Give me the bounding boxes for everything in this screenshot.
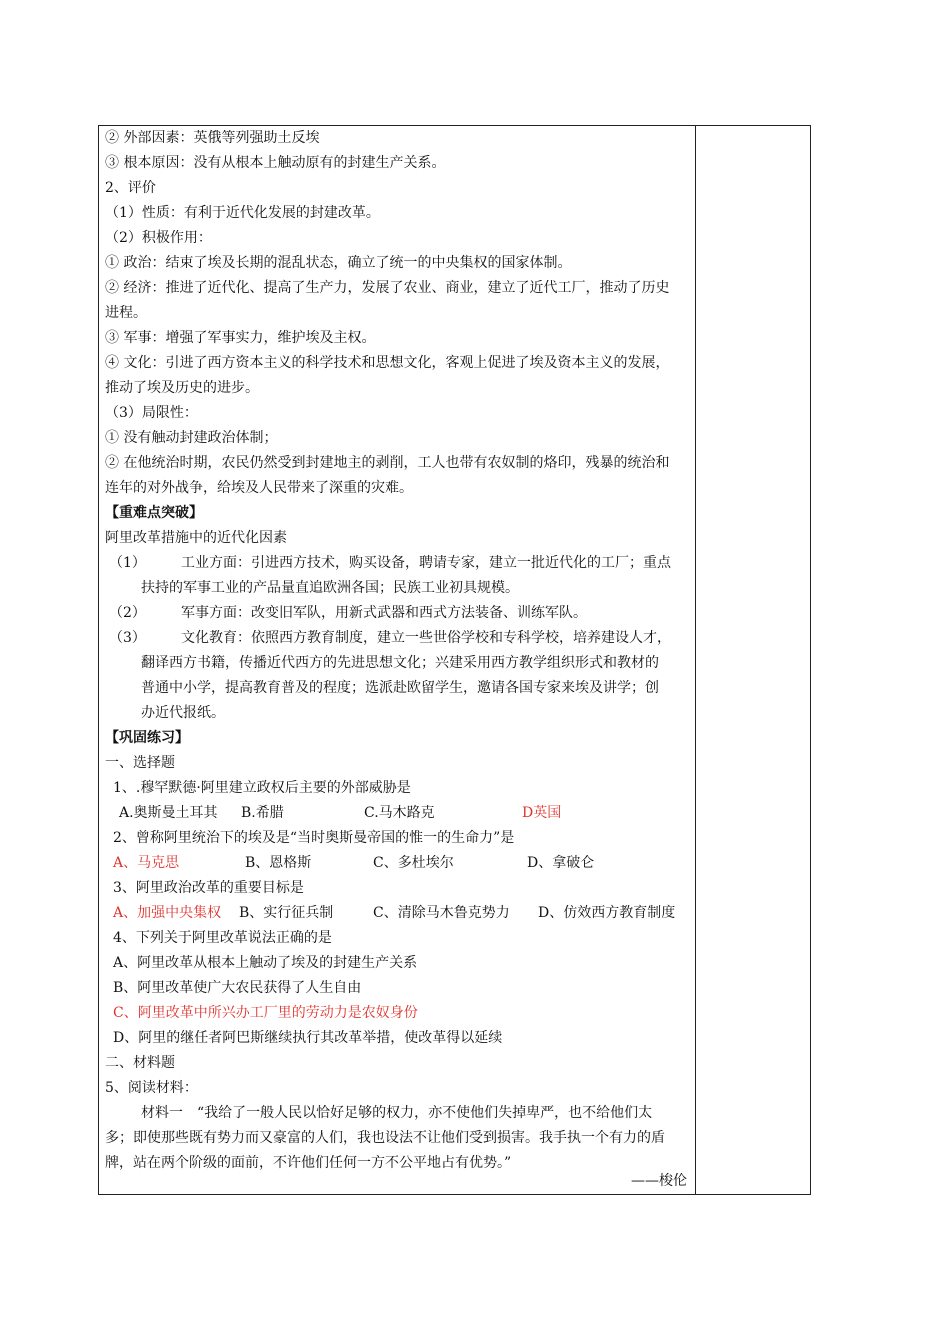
text-line: ② 经济：推进了近代化、提高了生产力，发展了农业、商业，建立了近代工厂，推动了历史 [105,280,670,296]
question: 1、.穆罕默德·阿里建立政权后主要的外部威胁是 [113,780,411,796]
material-text: 牌，站在两个阶级的面前，不许他们任何一方不公平地占有优势。” [105,1155,512,1171]
option: C、清除马木鲁克势力 [373,905,510,921]
text-line: 推动了埃及历史的进步。 [105,380,259,396]
text-line: ① 没有触动封建政治体制； [105,430,278,446]
attribution: ——梭伦 [631,1173,687,1189]
question: 2、曾称阿里统治下的埃及是“当时奥斯曼帝国的惟一的生命力”是 [113,830,515,846]
question: 3、阿里政治改革的重要目标是 [113,880,304,896]
option: D、阿里的继任者阿巴斯继续执行其改革举措，使改革得以延续 [113,1030,503,1046]
text-line: （1）性质：有利于近代化发展的封建改革。 [105,205,380,221]
subsection-heading: 二、材料题 [105,1055,175,1071]
answer-option: A、加强中央集权 [113,905,222,921]
question: 5、阅读材料： [105,1080,198,1096]
text-line: 阿里改革措施中的近代化因素 [105,530,287,546]
answer-option: A、马克思 [113,855,180,871]
text-line: ③ 根本原因：没有从根本上触动原有的封建生产关系。 [105,155,446,171]
factor-text: 普通中小学，提高教育普及的程度；选派赴欧留学生，邀请各国专家来埃及讲学；创 [141,680,659,696]
factor-text: 工业方面：引进西方技术，购买设备，聘请专家，建立一批近代化的工厂；重点 [181,555,671,571]
option: D、仿效西方教育制度 [538,905,676,921]
notes-cell [696,126,810,1194]
section-heading: 【重难点突破】 [105,505,203,521]
text-line: ④ 文化：引进了西方资本主义的科学技术和思想文化，客观上促进了埃及资本主义的发展， [105,355,670,371]
page-table [98,125,811,1195]
subsection-heading: 一、选择题 [105,755,175,771]
material-text: 多；即使那些既有势力而又豪富的人们，我也设法不让他们受到损害。我手执一个有力的盾 [105,1130,665,1146]
text-line: ① 政治：结束了埃及长期的混乱状态，确立了统一的中央集权的国家体制。 [105,255,572,271]
option: A.奥斯曼土耳其 [119,805,218,821]
text-line: ③ 军事：增强了军事实力，维护埃及主权。 [105,330,376,346]
option: B.希腊 [241,805,284,821]
text-line: 进程。 [105,305,147,321]
factor-text: 翻译西方书籍，传播近代西方的先进思想文化；兴建采用西方教学组织形式和教材的 [141,655,659,671]
option: D、拿破仑 [527,855,595,871]
text-line: （2）积极作用： [105,230,212,246]
option: C.马木路克 [364,805,435,821]
material-text: 材料一 “我给了一般人民以恰好足够的权力，亦不使他们失掉卑严，也不给他们太 [141,1105,653,1121]
option: B、实行征兵制 [239,905,334,921]
factor-number: （2） [109,605,146,621]
question: 4、下列关于阿里改革说法正确的是 [113,930,332,946]
answer-option: C、阿里改革中所兴办工厂里的劳动力是农奴身份 [113,1005,418,1021]
factor-text: 军事方面：改变旧军队，用新式武器和西式方法装备、训练军队。 [181,605,587,621]
factor-number: （3） [109,630,146,646]
option: A、阿里改革从根本上触动了埃及的封建生产关系 [113,955,418,971]
factor-text: 扶持的军事工业的产品量直追欧洲各国；民族工业初具规模。 [141,580,519,596]
option: B、恩格斯 [245,855,312,871]
option: B、阿里改革使广大农民获得了人生自由 [113,980,362,996]
factor-text: 文化教育：依照西方教育制度，建立一些世俗学校和专科学校，培养建设人才， [181,630,671,646]
text-line: 连年的对外战争，给埃及人民带来了深重的灾难。 [105,480,413,496]
factor-text: 办近代报纸。 [141,705,225,721]
text-line: 2、评价 [105,180,156,196]
factor-number: （1） [109,555,146,571]
text-line: ② 外部因素：英俄等列强助土反埃 [105,130,320,146]
text-line: ② 在他统治时期，农民仍然受到封建地主的剥削，工人也带有农奴制的烙印，残暴的统治和 [105,455,670,471]
option: C、多杜埃尔 [373,855,454,871]
section-heading: 【巩固练习】 [105,730,189,746]
text-line: （3）局限性： [105,405,198,421]
answer-option: D英国 [522,805,562,821]
